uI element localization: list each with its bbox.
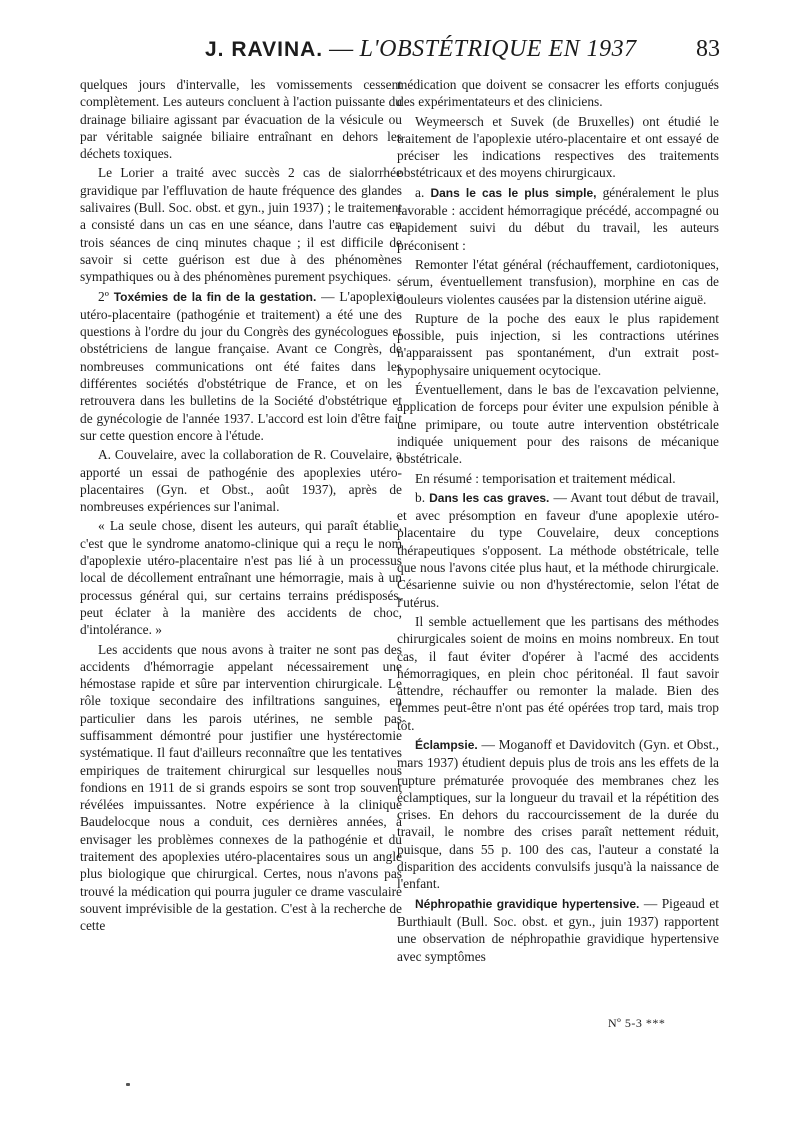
header-dash: — xyxy=(329,36,354,62)
paragraph xyxy=(80,76,402,162)
paragraph-text: — Pigeaud et Burthiault (Bull. Soc. obst. et gyn., juin 1937) rapportent une observation de néphropathie gravidique hypertensive avec symptômes xyxy=(397,895,719,964)
paragraph-text: — Moganoff et Davidovitch (Gyn. et Obst., mars 1937) étudient depuis plus de trois ans les effets de la rupture prématurée provoquée des membranes chez les éclamptiques, sur la longueur du travail et la répétition des crises. En dehors du raccourcissement de la durée du travail, le nombre des crises paraît nettement réduit, puisque, dans 55 p. 100 des cas, l'auteur a constaté la disparition des accidents convulsifs jusqu'à la naissance de l'enfant. xyxy=(397,736,719,892)
paragraph xyxy=(397,470,719,487)
paragraph xyxy=(80,641,402,935)
signature-mark: Nº 5-3 *** xyxy=(608,1016,666,1030)
paragraph xyxy=(397,489,719,611)
running-header xyxy=(80,36,720,72)
header-journal: L'OBSTÉTRIQUE EN 1937 xyxy=(359,36,637,62)
section-heading: Néphropathie gravidique hypertensive. xyxy=(415,896,640,911)
section-heading: Toxémies de la fin de la gestation. xyxy=(113,289,317,304)
paragraph xyxy=(397,895,719,965)
paragraph xyxy=(397,256,719,308)
paragraph-text: — L'apoplexie utéro-placentaire (pathogénie et traitement) a été une des questions à l'ordre du jour du Congrès des gynécologues et obstétriciens de langue française. Avant ce Congrès, de nombreuses communications ont été faites dans les différentes sociétés d'obstétrique de France, et on les retrouvera dans les bulletins de la Société d'obstétrique et de gynécologie de l'année 1937. L'accord est loin d'être fait sur cette question encore à l'étude. xyxy=(80,288,403,443)
section-number: b. xyxy=(415,489,426,505)
paragraph xyxy=(397,736,719,893)
paragraph-text: Les accidents que nous avons à traiter ne sont pas des accidents d'hémorragie appelant nécessairement une hémostase rapide et sûre par intervention chirurgicale. Le rôle toxique secondaire des infiltrations sanguines, en particulier dans les parois utérines, ne semble pas suffisamment démontré pour justifier une hystérectomie systématique. Il faut d'ailleurs reconnaître que les tentatives empiriques de traitement chirurgical sur lesquelles nous fondions en 1911 de si grands espoirs se sont trop souvent révélées impuissantes. Notre expérience à la clinique Baudelocque nous a conduit, ces dernières années, à envisager les problèmes connexes de la pathogénie et du traitement des apoplexies utéro-placentaires sous un angle plus biologique que chirurgical. Certes, nous n'avons pas trouvé la médication qui pourra juguler ce drame vasculaire souvent imprévisible de la gestation. C'est à la recherche de cette xyxy=(80,641,402,934)
paragraph xyxy=(80,446,402,515)
paragraph-text: quelques jours d'intervalle, les vomissements cessent complètement. Les auteurs concluent à l'action puissante du drainage biliaire agissant par évacuation de la vésicule ou par véritable saignée biliaire entraînant en dehors les déchets toxiques. xyxy=(80,77,402,162)
paragraph-text: médication que doivent se consacrer les efforts conjugués des expérimentateurs et des cliniciens. xyxy=(397,77,719,110)
running-title xyxy=(205,36,637,63)
section-number: a. xyxy=(415,184,425,200)
page-number: 83 xyxy=(696,36,720,62)
section-heading: Dans les cas graves. xyxy=(429,490,550,505)
paragraph xyxy=(397,613,719,734)
paragraph xyxy=(397,76,719,111)
paragraph xyxy=(80,164,402,285)
print-speck xyxy=(126,1083,130,1086)
paragraph xyxy=(397,113,719,182)
section-number: 2º xyxy=(98,288,109,304)
paragraph xyxy=(80,288,402,445)
paragraph-text: Remonter l'état général (réchauffement, cardiotoniques, sérum, éventuellement transfusion), morphine en cas de douleurs violentes causées par la distension utérine aiguë. xyxy=(397,256,719,307)
section-heading: Éclampsie. xyxy=(415,737,478,752)
paragraph-text: généralement le plus favorable : accident hémorragique précédé, accompagné ou rapidement suivi du début du travail, les auteurs préconisent : xyxy=(397,184,719,253)
paragraph-text: Il semble actuellement que les partisans des méthodes chirurgicales soient de moins en moins nombreux. En tout cas, il faut éviter d'opérer à l'acmé des accidents hémorragiques, en plein choc péritonéal. Il faut savoir attendre, réchauffer ou remonter la malade. Bien des femmes peut-être n'ont pas été opérées trop tard, mais trop tôt. xyxy=(397,613,719,733)
paragraph xyxy=(80,517,402,638)
paragraph-text: En résumé : temporisation et traitement médical. xyxy=(415,470,676,486)
left-column xyxy=(80,76,402,937)
paragraph xyxy=(397,184,719,254)
paragraph-text: A. Couvelaire, avec la collaboration de R. Couvelaire, a apporté un essai de pathogénie des apoplexies utéro-placentaires (Gyn. et Obst., août 1937), après de nombreuses expériences sur l'animal. xyxy=(80,447,402,515)
paragraph xyxy=(397,310,719,379)
paragraph-text: « La seule chose, disent les auteurs, qui paraît établie, c'est que le syndrome anatomo-clinique qui a reçu le nom d'apoplexie utéro-placentaire n'est pas lié à un processus local de décollement entraînant une hémorragie, mais à un processus général qui, sur certains terrains prédisposés, peut éclater à la manière des accidents de choc, d'intolérance. » xyxy=(80,518,402,638)
right-column xyxy=(397,76,719,967)
paragraph-text: — Avant tout début de travail, et avec présomption en faveur d'une apoplexie utéro-placentaire du type Couvelaire, deux conceptions thérapeutiques s'opposent. La méthode obstétricale, telle que nous l'avons citée plus haut, et la méthode chirurgicale. Césarienne suivie ou non d'hystérectomie, selon l'état de l'utérus. xyxy=(397,489,719,610)
paragraph-text: Weymeersch et Suvek (de Bruxelles) ont étudié le traitement de l'apoplexie utéro-placentaire et ont essayé de préciser les indications respectives des traitements obstétricaux et des moyens chirurgicaux. xyxy=(397,113,719,181)
paragraph-text: Le Lorier a traité avec succès 2 cas de sialorrhée gravidique par l'effluvation de haute fréquence des glandes salivaires (Bull. Soc. obst. et gyn., juin 1937) ; le traitement a consisté dans un cas en une séance, dans l'autre cas en trois séances de cinq minutes chaque ; il est difficile de savoir si cette guérison est due à des phénomènes sympathiques ou à des phénomènes purement psychiques. xyxy=(80,165,402,285)
paragraph-text: Éventuellement, dans le bas de l'excavation pelvienne, application de forceps pour éviter une expulsion pénible à une primipare, ou toute autre intervention obstétricale indiquée uniquement pour des raisons de mécanique obstétricale. xyxy=(397,382,719,467)
header-author: J. RAVINA. xyxy=(205,38,324,61)
paragraph xyxy=(397,381,719,467)
section-heading: Dans le cas le plus simple, xyxy=(430,185,597,200)
paragraph-text: Rupture de la poche des eaux le plus rapidement possible, puis injection, si les contractions utérines n'apparaissent pas spontanément, d'un extrait post-hypophysaire uniquement ocytocique. xyxy=(397,310,719,378)
